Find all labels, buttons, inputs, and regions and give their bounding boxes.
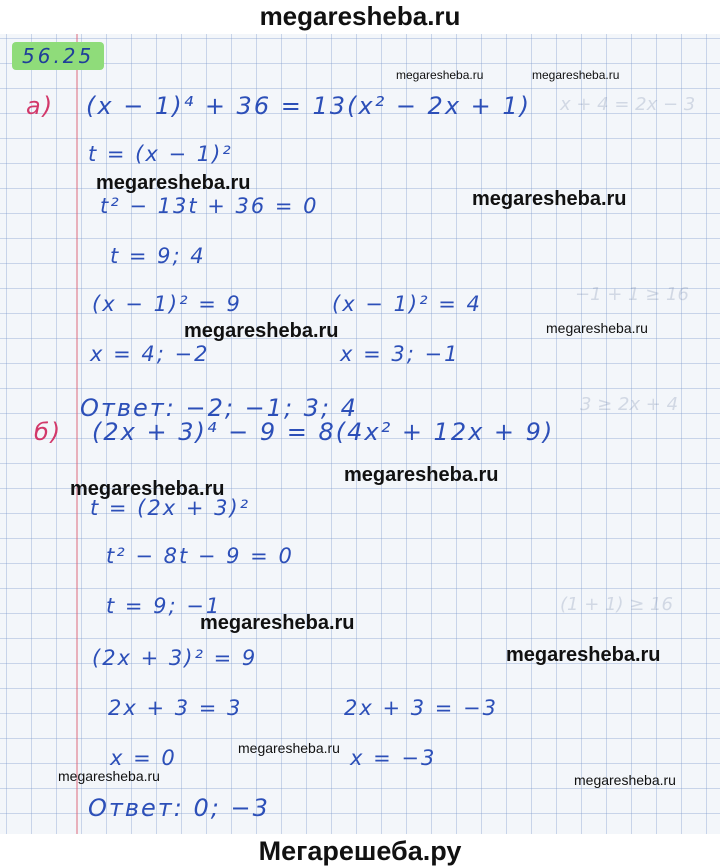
part-a-roots-1: x = 4; −2 (90, 342, 210, 366)
part-a-equation: (x − 1)⁴ + 36 = 13(x² − 2x + 1) (86, 92, 532, 120)
part-b-x1: x = 0 (110, 746, 177, 770)
watermark: megaresheba.ru (200, 612, 355, 634)
task-number: 56.25 (12, 42, 104, 70)
part-a-case-2: (x − 1)² = 4 (332, 292, 482, 316)
watermark: megaresheba.ru (184, 320, 339, 342)
part-a-case-1: (x − 1)² = 9 (92, 292, 242, 316)
watermark: megaresheba.ru (344, 464, 499, 486)
margin-line (76, 34, 78, 834)
watermark: megaresheba.ru (546, 320, 648, 336)
part-b-label: б) (34, 418, 63, 446)
bleed-through-text: (1 + 1) ≥ 16 (560, 594, 673, 615)
watermark: megaresheba.ru (532, 68, 620, 82)
part-b-answer: Ответ: 0; −3 (88, 794, 270, 822)
part-b-roots-t: t = 9; −1 (106, 594, 222, 618)
notebook-page (0, 34, 720, 834)
watermark: megaresheba.ru (96, 172, 251, 194)
part-b-equation: (2x + 3)⁴ − 9 = 8(4x² + 12x + 9) (92, 418, 555, 446)
part-b-linear-1: 2x + 3 = 3 (108, 696, 243, 720)
part-a-roots-2: x = 3; −1 (340, 342, 460, 366)
site-footer: Мегарешеба.ру (258, 836, 462, 866)
part-a-label: а) (26, 92, 55, 120)
site-header: megaresheba.ru (259, 1, 461, 31)
bleed-through-text: −1 + 1 ≥ 16 (575, 284, 689, 305)
part-b-linear-2: 2x + 3 = −3 (344, 696, 498, 720)
watermark: megaresheba.ru (58, 768, 160, 784)
watermark: megaresheba.ru (238, 740, 340, 756)
watermark: megaresheba.ru (70, 478, 225, 500)
bleed-through-text: 3 ≥ 2x + 4 (580, 394, 679, 415)
part-b-x2: x = −3 (350, 746, 437, 770)
watermark: megaresheba.ru (472, 188, 627, 210)
bleed-through-text: x + 4 = 2x − 3 (560, 94, 696, 115)
part-b-substitution: t = (2x + 3)² (90, 496, 251, 520)
watermark: megaresheba.ru (396, 68, 484, 82)
watermark: megaresheba.ru (506, 644, 661, 666)
part-b-quadratic: t² − 8t − 9 = 0 (106, 544, 294, 568)
part-a-roots-t: t = 9; 4 (110, 244, 206, 268)
part-a-quadratic: t² − 13t + 36 = 0 (100, 194, 319, 218)
part-a-substitution: t = (x − 1)² (88, 142, 233, 166)
part-a-answer: Ответ: −2; −1; 3; 4 (80, 394, 358, 422)
watermark: megaresheba.ru (574, 772, 676, 788)
part-b-case: (2x + 3)² = 9 (92, 646, 258, 670)
